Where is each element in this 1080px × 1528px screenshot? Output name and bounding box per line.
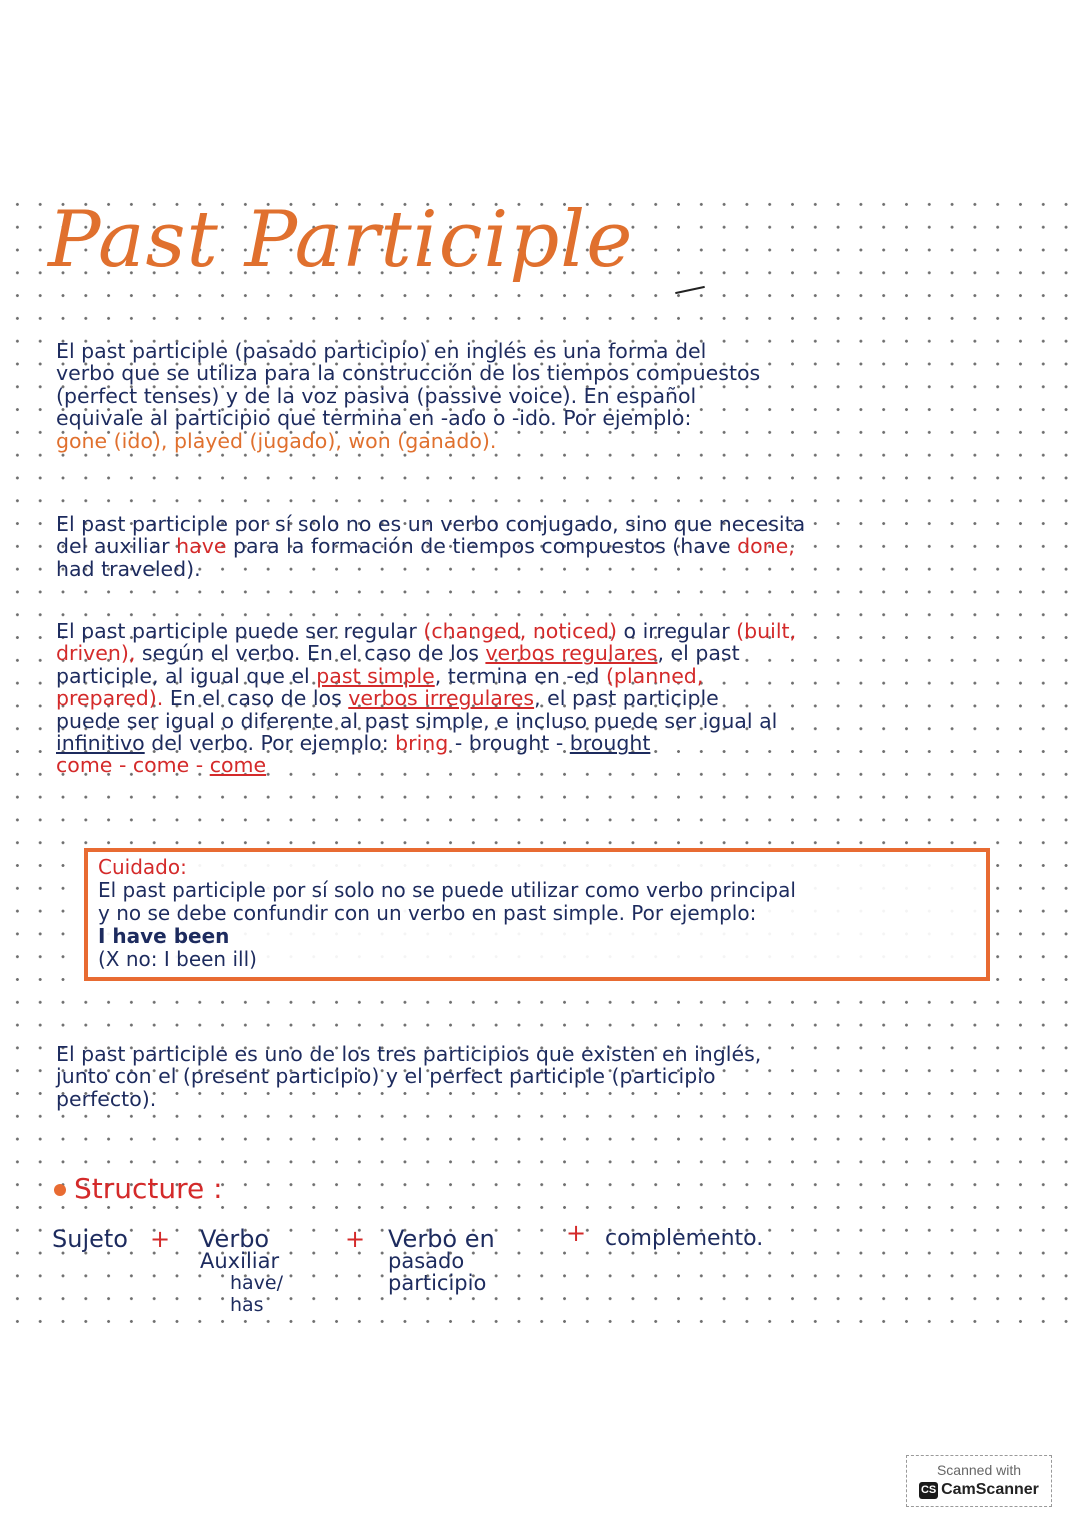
text-line: infinitivo del verbo. Por ejemplo: bring - brought - brought bbox=[56, 731, 651, 756]
structure-heading: Structure : bbox=[54, 1172, 223, 1205]
camscanner-watermark: Scanned with CS CamScanner bbox=[906, 1455, 1052, 1507]
example-played: played (jugado), bbox=[173, 428, 342, 453]
text-line: verbo que se utiliza para la construcción de los tiempos compuestos bbox=[56, 361, 761, 386]
text-line: El past participle puede ser regular (changed, noticed) o irregular (built, bbox=[56, 619, 797, 643]
paragraph-participles bbox=[56, 1043, 1046, 1110]
paragraph-definition bbox=[56, 340, 1046, 452]
text-line: prepared). En el caso de los verbos irregulares, el past participle bbox=[56, 686, 719, 711]
text-line: del auxiliar have para la formación de tiempos compuestos (have done, bbox=[56, 534, 795, 559]
warning-example: I have been bbox=[98, 924, 230, 948]
keyword-done: done, bbox=[737, 534, 795, 559]
text-line: had traveled). bbox=[56, 556, 201, 581]
link-verbos-regulares: verbos regulares bbox=[485, 641, 658, 666]
text-line: El past participle por sí solo no es un verbo conjugado, sino que necesita bbox=[56, 512, 806, 536]
warning-line: y no se debe confundir con un verbo en past simple. Por ejemplo: bbox=[98, 901, 757, 925]
formula-plus: + bbox=[150, 1225, 171, 1253]
text-line: come - come - come bbox=[56, 753, 267, 778]
bullet-dot-icon bbox=[54, 1184, 66, 1196]
text-line: driven), según el verbo. En el caso de los verbos regulares, el past bbox=[56, 641, 740, 666]
formula-complemento: complemento. bbox=[605, 1226, 764, 1251]
text-line: El past participle es uno de los tres participios que existen en inglés, bbox=[56, 1042, 762, 1066]
past-simple-underlined: past simple bbox=[316, 663, 435, 688]
formula-verbo-auxiliar: Verbo Auxiliar have/ has bbox=[200, 1225, 284, 1316]
camscanner-logo-icon: CS bbox=[919, 1482, 938, 1499]
text-line: puede ser igual o diferente al past simple, e incluso puede ser igual al bbox=[56, 708, 778, 733]
text-line: participle, al igual que el past simple, termina en -ed (planned, bbox=[56, 663, 704, 688]
warning-heading: Cuidado: bbox=[98, 855, 187, 879]
text-line: equivale al participio que termina en -ado o -ido. Por ejemplo: bbox=[56, 406, 692, 431]
warning-box bbox=[84, 848, 990, 981]
formula-verbo-pasado: Verbo en pasado participio bbox=[388, 1225, 495, 1295]
text-line: junto con el (present participio) y el perfect participle (participio bbox=[56, 1064, 716, 1089]
paragraph-regular-irregular bbox=[56, 620, 1046, 777]
warning-counterexample: (X no: I been ill) bbox=[98, 947, 257, 971]
page-title: Past Participle bbox=[48, 195, 634, 285]
keyword-have: have bbox=[176, 534, 227, 559]
example-won: won (ganado). bbox=[348, 428, 497, 453]
irregular-examples: (built, bbox=[736, 619, 797, 643]
text-line: perfecto). bbox=[56, 1086, 157, 1111]
paragraph-auxiliary bbox=[56, 513, 1046, 580]
verbos-irregulares-underlined: verbos irregulares bbox=[348, 686, 535, 711]
example-gone: gone (ido), bbox=[56, 428, 168, 453]
formula-sujeto: Sujeto bbox=[52, 1225, 128, 1253]
text-line: El past participle (pasado participio) en inglés es una forma del bbox=[56, 339, 707, 363]
text-line: (perfect tenses) y de la voz pasiva (passive voice). En español bbox=[56, 383, 697, 408]
formula-plus: + bbox=[566, 1219, 587, 1247]
examples-line bbox=[56, 430, 1046, 452]
formula-plus: + bbox=[345, 1225, 366, 1253]
warning-line: El past participle por sí solo no se puede utilizar como verbo principal bbox=[98, 878, 796, 902]
regular-examples: (changed, noticed) bbox=[423, 619, 617, 643]
